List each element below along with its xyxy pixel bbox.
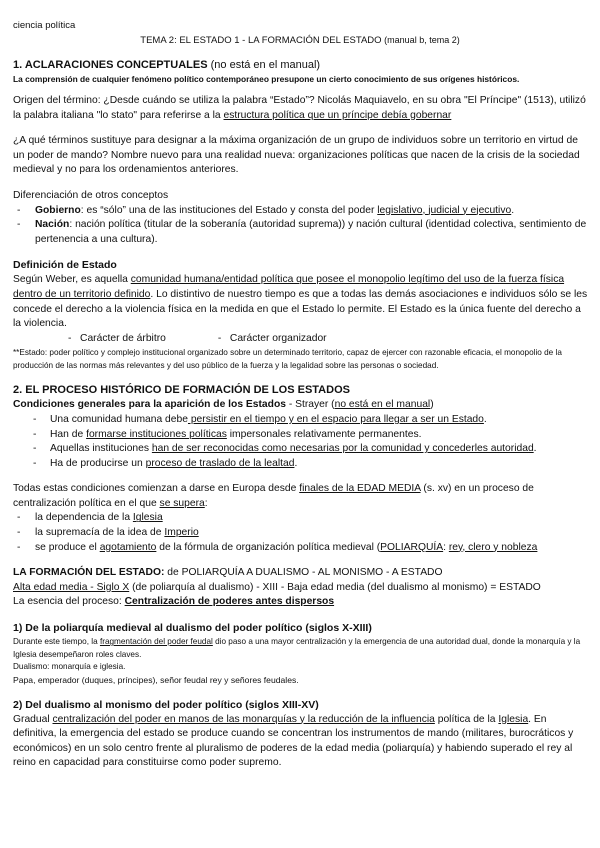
overcome3-text-b: de la fórmula de organización política medieval ( [156,541,381,553]
title-note: (manual b, tema 2) [384,35,460,45]
list-item [13,526,591,541]
period2-paragraph [13,713,591,771]
overcome2-text: la supremacía de la idea de [35,527,165,539]
state-note: **Estado: poder político y complejo institucional organizado sobre un determinado territorio, capaz de ejercer con razonable eficacia, el monopolio de la producción de las normas más relevantes y del uso público de la fuerza y la legalidad sobre las personas o sociedad. [13,348,562,371]
essence-underline: Centralización de poderes antes dispersos [124,596,335,608]
conditions-list [13,413,591,471]
title-text: TEMA 2: EL ESTADO 1 - LA FORMACIÓN DEL ESTADO [140,35,382,46]
todas-text-b: (s. xv) en un proceso de centralización política en el que [13,483,534,509]
cond4-underline: proceso de traslado de la lealtad [145,457,295,469]
cond3-underline: han de ser reconocidas como necesarias por la comunidad y concederles autoridad [151,443,534,455]
formation-periods-text: (de poliarquía al dualismo) - XIII - Baja edad media (del dualismo al monismo) = ESTADO [129,581,541,593]
overcome3-underline-2: POLIARQUÍA [380,541,444,553]
list-item [13,511,591,526]
origin-text: Origen del término: ¿Desde cuándo se utiliza la palabra “Estado”? Nicolás Maquiavelo, en su obra "El Príncipe" (1513), utilizó la palabra italiana "lo stato" para referirse a la [13,95,586,121]
overcome1-underline: Iglesia [132,512,163,524]
cond1-underline: persistir en el tiempo y en el espacio para llegar a ser un Estado [187,413,484,425]
origin-paragraph [13,94,591,123]
cond2-underline: formarse instituciones políticas [86,428,227,440]
cond4-text: Ha de producirse un [50,457,146,469]
period2-underline: centralización del poder en manos de las monarquías y la reducción de la influencia [52,713,435,725]
page-title [0,35,600,46]
todas-underline-2: se supera [159,497,205,509]
origin-underline: estructura política que un príncipe debía gobernar [223,109,452,121]
list-item [13,204,591,219]
todas-underline: finales de la EDAD MEDIA [299,483,421,495]
overcome3-underline: agotamiento [99,541,157,553]
cond4-end: . [294,457,298,469]
cond3-end: . [533,443,537,455]
character-organizer: Carácter organizador [229,332,327,344]
cond1-text: Una comunidad humana debe [50,413,188,425]
overcome3-text-c: : [443,541,449,553]
section2-heading: 2. EL PROCESO HISTÓRICO DE FORMACIÓN DE LOS ESTADOS [13,384,350,397]
list-item [13,442,591,457]
definition-text-b: . Lo distintivo de nuestro tiempo es que a todas las demás asociaciones e individuos sólo se les concede el derecho a la violencia física en la medida en que el Estado lo permite. El Estado es la única fuente del derecho a la violencia. [13,288,588,330]
cond3-text: Aquellas instituciones [50,443,152,455]
terms-paragraph: ¿A qué términos sustituye para designar a la máxima organización de un grupo de individuos sobre un territorio en virtud de un poder de mando? Nombre nuevo para una realidad nueva: organizaciones políticas que nacen de la crisis de la sociedad medieval y no para los ordenamientos anteriores. [13,135,580,176]
period1-text-a: Durante este tiempo, la [13,637,100,647]
conditions-source: - Strayer ( [285,399,335,411]
gobierno-text: : es “sólo” una de las instituciones del Estado y consta del poder [80,204,378,216]
period1-underline: fragmentación del poder feudal [99,637,213,647]
formation-title [13,566,591,581]
section1-heading-text: 1. ACLARACIONES CONCEPTUALES [13,59,208,71]
conditions-source-underline: no está en el manual [334,399,431,411]
dualism-note: Dualismo: monarquía e iglesia. [13,662,126,672]
gobierno-label: Gobierno [35,204,81,216]
formation-periods [13,581,591,596]
period2-text-c: . En definitiva, la emergencia del estado se produce cuando se concentran los instrumentos de mando (militares, burocráticos y económicos) en un solo centro frente al pluralismo de poderes de la edad media (poliarquía) y habiendo superado el rey al reino en capacidad para constituirse como poder supremo. [13,713,574,769]
conditions-title: Condiciones generales para la aparición de los Estados [13,399,286,411]
section1-heading [13,58,591,73]
definition-underline: comunidad humana/entidad política que posee el monopolio legítimo del uso de la fuerza física dentro de un territorio definido [13,274,565,300]
period2-heading: 2) Del dualismo al monismo del poder político (siglos XIII-XV) [13,698,319,711]
overcome3-text: se produce el [35,541,100,553]
overcome3-underline-3: rey, clero y nobleza [448,541,538,553]
cond1-end: . [483,413,487,425]
gobierno-end: . [511,204,515,216]
character-arbiter: Carácter de árbitro [80,332,166,344]
list-item [13,457,591,472]
period1-text-b: dio paso a una mayor centralización y la emergencia de una autoridad dual, donde la monarquía y la Iglesia desempeñaron roles claves. [13,637,581,659]
section1-heading-note: (no está en el manual) [210,59,321,71]
document-body [13,58,591,771]
nacion-label: Nación [35,219,70,231]
formation-title-text: de POLIARQUÍA A DUALISMO - AL MONISMO - A ESTADO [164,567,443,579]
definition-paragraph [13,273,591,331]
list-item [13,413,591,428]
cond2-text: Han de [50,428,87,440]
conditions-source-end: ) [430,399,434,411]
essence-text: La esencia del proceso: [13,596,125,608]
list-item [13,541,591,556]
conditions-paragraph [13,482,591,511]
todas-text-a: Todas estas condiciones comienzan a darse en Europa desde [13,483,300,495]
hierarchy-note: Papa, emperador (duques, príncipes), señor feudal rey y señores feudales. [13,674,299,685]
formation-essence [13,595,591,610]
differentiation-list [13,204,591,248]
overcome1-text: la dependencia de la [35,512,133,524]
formation-title-bold: LA FORMACIÓN DEL ESTADO: [13,567,165,579]
overcome-list [13,511,591,555]
conditions-title-line [13,398,591,413]
overcome2-underline: Imperio [164,527,199,539]
cond2-text-b: impersonales relativamente permanentes. [226,428,422,440]
subject-tag: ciencia política [13,20,76,31]
gobierno-underline: legislativo, judicial y ejecutivo [377,204,512,216]
period2-text-b: política de la [434,713,499,725]
definition-text-a: Según Weber, es aquella [13,274,131,286]
period1-heading: 1) De la poliarquía medieval al dualismo del poder político (siglos X-XIII) [13,622,372,635]
nacion-text: : nación política (titular de la soberanía (autoridad suprema)) y nación cultural (identidad colectiva, sentimiento de pertenencia a una cultura). [35,219,587,245]
period1-summary [13,636,591,661]
definition-heading: Definición de Estado [13,259,117,272]
period2-text-a: Gradual [13,713,53,725]
period2-underline-2: Iglesia [498,713,529,725]
character-row: - Carácter de árbitro - Carácter organizador [68,332,327,344]
section1-intro: La comprensión de cualquier fenómeno político contemporáneo presupone un cierto conocimiento de sus orígenes históricos. [13,74,520,84]
list-item [13,428,591,443]
formation-periods-underline: Alta edad media - Siglo X [13,581,130,593]
todas-end: : [204,497,208,509]
list-item [13,218,591,247]
differentiation-title: Diferenciación de otros conceptos [13,189,169,201]
